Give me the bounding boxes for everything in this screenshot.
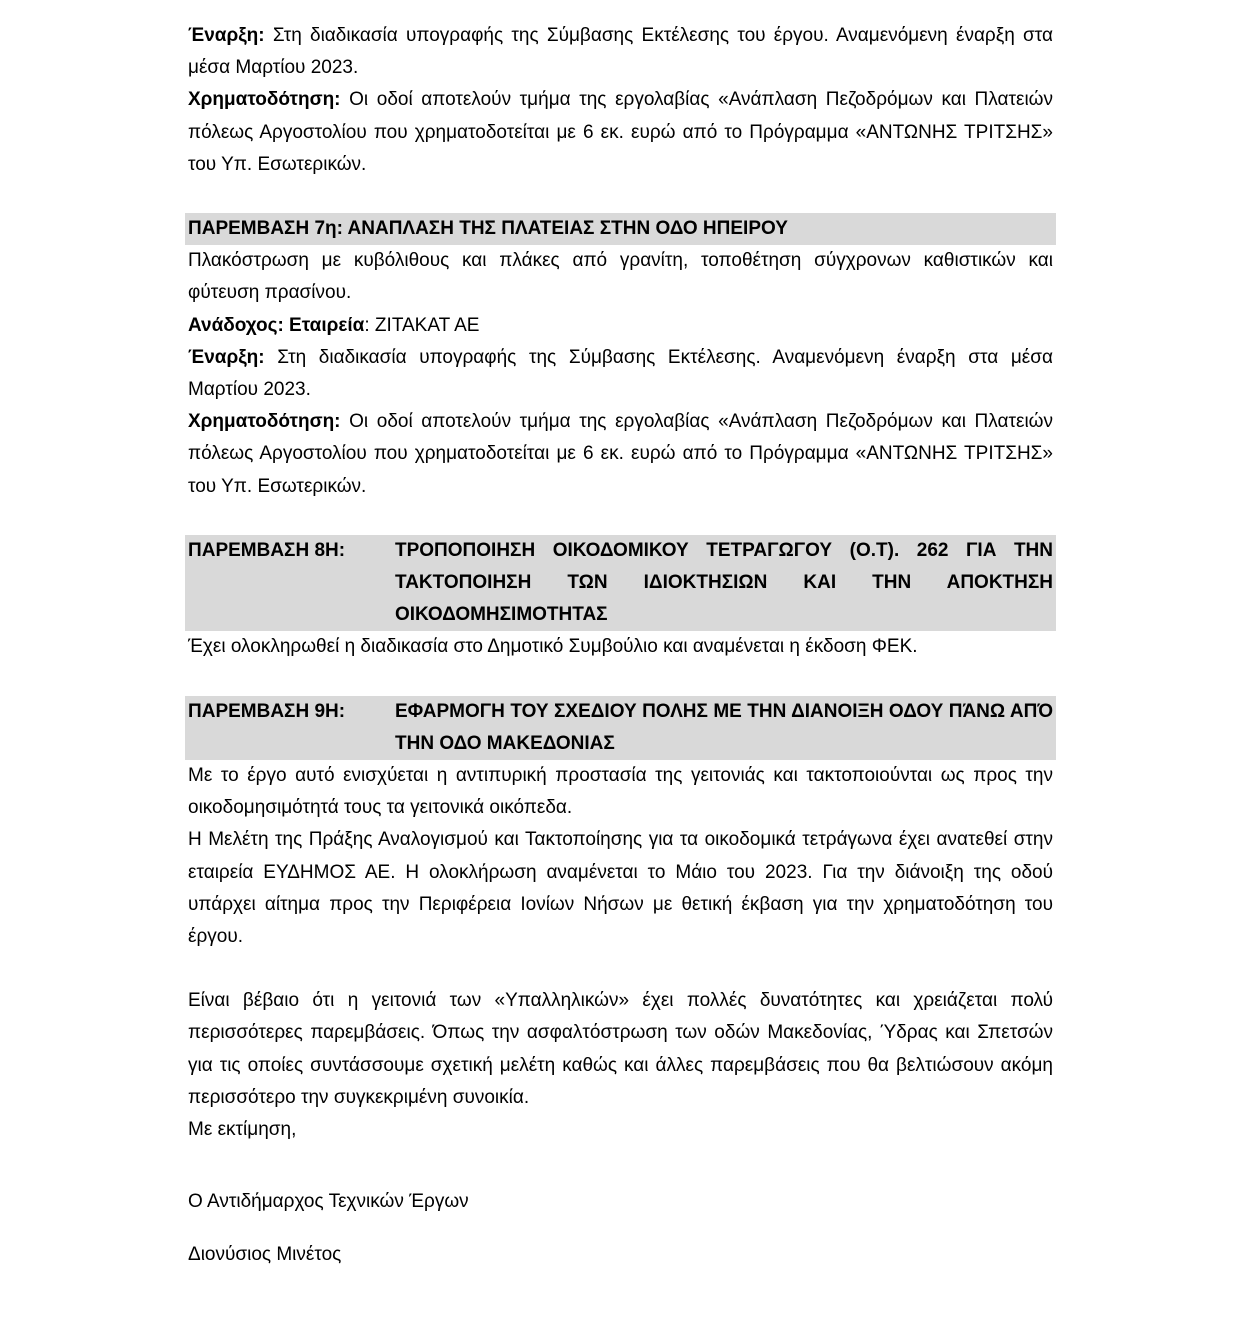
intervention-7-contractor: [188, 310, 1053, 342]
contractor-text: : ΖΙΤΑΚΑΤ ΑΕ: [364, 314, 480, 336]
spacer: [188, 1219, 1053, 1239]
document-body: [188, 20, 1053, 1271]
intervention-8-text: Έχει ολοκληρωθεί η διαδικασία στο Δημοτικό Συμβούλιο και αναμένεται η έκδοση ΦΕΚ.: [188, 636, 918, 658]
intervention-9-text-1: Με το έργο αυτό ενισχύεται η αντιπυρική προστασία της γειτονιάς και τακτοποιούνται ως προς την οικοδομησιμότητά τους τα γειτονικά οικόπεδα.: [188, 765, 1053, 819]
intervention-9-label: ΠΑΡΕΜΒΑΣΗ 9Η:: [188, 700, 346, 722]
start-label: Έναρξη:: [188, 346, 265, 368]
closing-paragraph: Είναι βέβαιο ότι η γειτονιά των «Υπαλληλικών» έχει πολλές δυνατότητες και χρειάζεται πολύ περισσότερες παρεμβάσεις. Όπως την ασφαλτόστρωση των οδών Μακεδονίας, Ύδρας και Σπετσών για τις οποίες συντάσσουμε σχετική μελέτη καθώς και άλλες παρεμβάσεις που θα βελτιώσουν ακόμη περισσότερο την συγκεκριμένη συνοικία.: [188, 990, 1053, 1108]
signer-name: Διονύσιος Μινέτος: [188, 1243, 342, 1265]
funding-label: Χρηματοδότηση:: [188, 411, 341, 433]
contractor-label: Ανάδοχος: Εταιρεία: [188, 314, 365, 336]
spacer: [188, 503, 1053, 535]
intervention-7-funding: [188, 406, 1053, 503]
intervention-9-title: ΕΦΑΡΜΟΓΗ ΤΟΥ ΣΧΕΔΙΟΥ ΠΟΛΗΣ ΜΕ ΤΗΝ ΔΙΑΝΟΙΞΗ ΟΔΟΥ ΠΆΝΩ ΑΠΌ ΤΗΝ ΟΔΟ ΜΑΚΕΔΟΝΙΑΣ: [395, 700, 1053, 754]
intervention-8-label: ΠΑΡΕΜΒΑΣΗ 8Η:: [188, 539, 346, 561]
spacer: [188, 953, 1053, 985]
intervention-8-heading: [185, 535, 1056, 632]
spacer: [188, 1146, 1053, 1186]
signer-title: Ο Αντιδήμαρχος Τεχνικών Έργων: [188, 1191, 469, 1213]
closing-regards: Με εκτίμηση,: [188, 1119, 297, 1141]
start-text: Στη διαδικασία υπογραφής της Σύμβασης Εκτέλεσης. Αναμενόμενη έναρξη στα μέσα Μαρτίου 2023.: [188, 346, 1053, 401]
funding-text: Οι οδοί αποτελούν τμήμα της εργολαβίας «Ανάπλαση Πεζοδρόμων και Πλατειών πόλεως Αργοστολίου που χρηματοδοτείται με 6 εκ. ευρώ από το Πρόγραμμα «ΑΝΤΩΝΗΣ ΤΡΙΤΣΗΣ» του Υπ. Εσωτερικών.: [188, 89, 1053, 175]
intervention-9-text-2: Η Μελέτη της Πράξης Αναλογισμού και Τακτοποίησης για τα οικοδομικά τετράγωνα έχει ανατεθεί στην εταιρεία ΕΥΔΗΜΟΣ ΑΕ. Η ολοκλήρωση αναμένεται το Μάιο του 2023. Για την διάνοιξη της οδού υπάρχει αίτημα προς την Περιφέρεια Ιονίων Νήσων με θετική έκβαση για την χρηματοδότηση του έργου.: [188, 829, 1053, 948]
intervention-9-heading: [185, 696, 1056, 760]
spacer: [188, 181, 1053, 213]
intervention-7-description: Πλακόστρωση με κυβόλιθους και πλάκες από γρανίτη, τοποθέτηση σύγχρονων καθιστικών και φύτευση πρασίνου.: [188, 250, 1053, 304]
start-label: Έναρξη:: [188, 25, 265, 46]
start-paragraph: [188, 20, 1053, 84]
intervention-7-start: [188, 342, 1053, 406]
funding-label: Χρηματοδότηση:: [188, 89, 341, 111]
intervention-7-heading: ΠΑΡΕΜΒΑΣΗ 7η: ΑΝΑΠΛΑΣΗ ΤΗΣ ΠΛΑΤΕΙΑΣ ΣΤΗΝ ΟΔΟ ΗΠΕΙΡΟΥ: [185, 213, 1056, 245]
intervention-8-title: ΤΡΟΠΟΠΟΙΗΣΗ ΟΙΚΟΔΟΜΙΚΟΥ ΤΕΤΡΑΓΩΓΟΥ (Ο.Τ). 262 ΓΙΑ ΤΗΝ ΤΑΚΤΟΠΟΙΗΣΗ ΤΩΝ ΙΔΙΟΚΤΗΣΙΩΝ ΚΑΙ ΤΗΝ ΑΠΟΚΤΗΣΗ ΟΙΚΟΔΟΜΗΣΙΜΟΤΗΤΑΣ: [395, 539, 1053, 626]
spacer: [188, 664, 1053, 696]
start-text: Στη διαδικασία υπογραφής της Σύμβασης Εκτέλεσης του έργου. Αναμενόμενη έναρξη στα μέσα Μαρτίου 2023.: [188, 25, 1053, 79]
funding-paragraph: [188, 84, 1053, 181]
funding-text: Οι οδοί αποτελούν τμήμα της εργολαβίας «Ανάπλαση Πεζοδρόμων και Πλατειών πόλεως Αργοστολίου που χρηματοδοτείται με 6 εκ. ευρώ από το Πρόγραμμα «ΑΝΤΩΝΗΣ ΤΡΙΤΣΗΣ» του Υπ. Εσωτερικών.: [188, 411, 1053, 497]
